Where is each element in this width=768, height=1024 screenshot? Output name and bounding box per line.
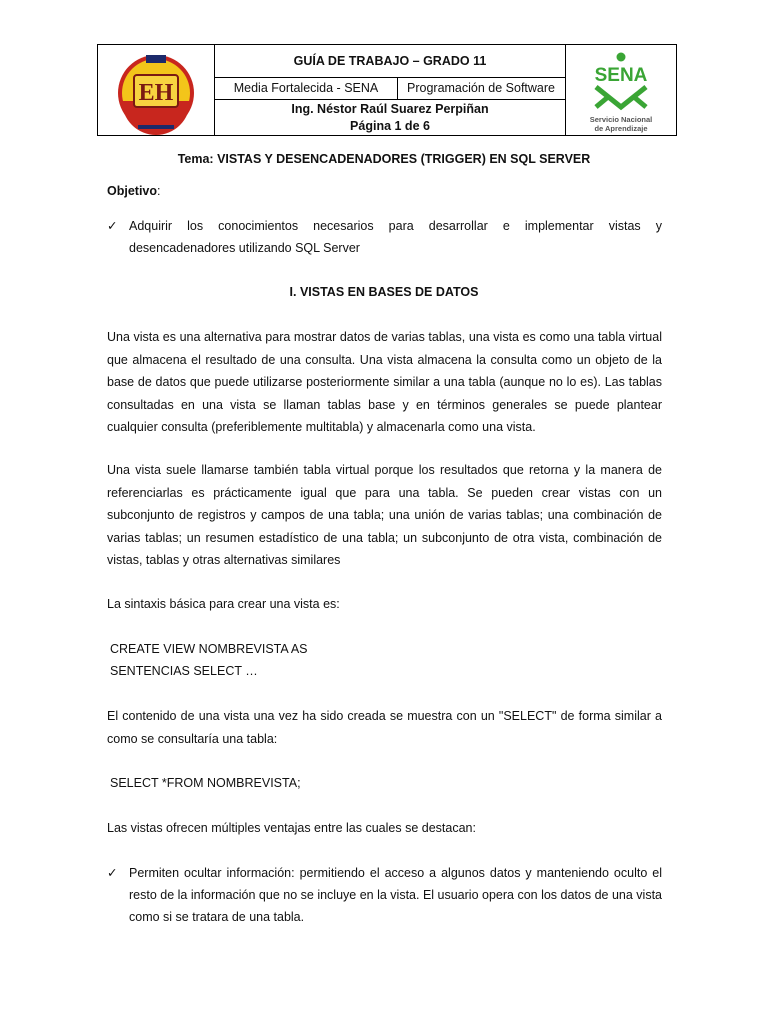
topic-text: VISTAS Y DESENCADENADORES (TRIGGER) EN SQL SERVER	[213, 152, 591, 166]
objective-heading	[107, 184, 161, 198]
header-center	[215, 45, 565, 135]
section-title: I. VISTAS EN BASES DE DATOS	[289, 285, 479, 299]
school-logo-icon	[98, 45, 215, 135]
paragraph-2: Una vista suele llamarse también tabla virtual porque los resultados que retorna y la manera de referenciarlas es prácticamente igual que para una tabla. Se pueden crear vistas con un subconjunto de registros y campos de una tabla; una unión de varias tablas; una combinación de varias tablas; un resumen estadístico de una tabla; un subconjunto de otra vista, combinación de vistas, tablas y otras alternativas similares	[107, 463, 662, 567]
svg-text:EH: EH	[138, 80, 174, 106]
objective-item	[107, 215, 662, 259]
advantage-text-1: Permiten ocultar información: permitiendo el acceso a algunos datos y manteniendo oculto el resto de la información que no se incluye en la vista. El usuario opera con los datos de una vista como si se tratara de una tabla.	[129, 866, 662, 924]
sena-logo-cell	[565, 45, 676, 135]
check-icon: ✓	[107, 866, 118, 880]
school-logo-cell	[98, 45, 215, 135]
svg-text:Servicio Nacional: Servicio Nacional	[589, 115, 653, 124]
paragraph-4: El contenido de una vista una vez ha sido creada se muestra con un "SELECT" de forma similar a como se consultaría una tabla:	[107, 709, 662, 746]
code-line-1: CREATE VIEW NOMBREVISTA AS	[110, 642, 308, 656]
header-row-teacher	[215, 100, 565, 135]
code-line-3: SELECT *FROM NOMBREVISTA;	[110, 776, 301, 790]
program-name: Programación de Software	[407, 81, 555, 95]
header-row-program	[215, 77, 565, 100]
topic-label: Tema:	[177, 152, 214, 166]
school-name: Media Fortalecida - SENA	[215, 77, 398, 99]
objective-colon: :	[157, 184, 161, 198]
objective-label: Objetivo	[107, 184, 158, 198]
paragraph-5: Las vistas ofrecen múltiples ventajas entre las cuales se destacan:	[107, 821, 476, 835]
code-line-2: SENTENCIAS SELECT …	[110, 664, 258, 678]
sena-logo-icon	[566, 45, 677, 135]
paragraph-3: La sintaxis básica para crear una vista es:	[107, 597, 340, 611]
document-header	[97, 44, 677, 136]
advantage-item-1	[107, 862, 662, 928]
topic-line	[0, 152, 768, 166]
svg-text:de Aprendizaje: de Aprendizaje	[594, 124, 648, 133]
check-icon: ✓	[107, 219, 118, 233]
paragraph-1: Una vista es una alternativa para mostrar datos de varias tablas, una vista es como una tabla virtual que almacena el resultado de una consulta. Una vista almacena la consulta como un objeto de la base de datos que puede utilizarse posteriormente similar a una tabla (aunque no lo es). Las tablas consultadas en una vista se llaman tablas base y en términos generales se puede plantear cualquier consulta (preferiblemente multitabla) y almacenarla como una vista.	[107, 330, 662, 434]
page-indicator: Página 1 de 6	[350, 118, 430, 133]
guide-title: GUÍA DE TRABAJO – GRADO 11	[215, 45, 565, 78]
teacher-name: Ing. Néstor Raúl Suarez Perpiñan	[291, 101, 489, 116]
objective-text: Adquirir los conocimientos necesarios para desarrollar e implementar vistas y desencadenadores utilizando SQL Server	[129, 219, 662, 255]
svg-text:SENA: SENA	[594, 65, 648, 86]
